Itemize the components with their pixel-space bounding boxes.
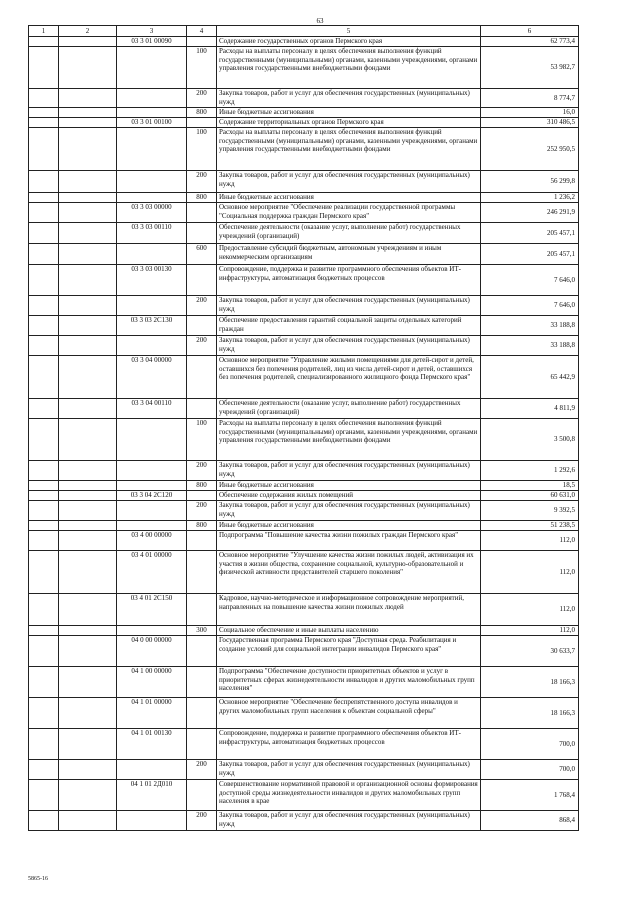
table-row (29, 501, 579, 521)
table-row (29, 626, 579, 636)
table-row (29, 551, 579, 594)
target-code-cell (117, 336, 187, 356)
target-code-cell: 04 1 01 00130 (117, 729, 187, 760)
expense-group-cell (187, 399, 217, 419)
table-row (29, 128, 579, 171)
item-name-cell: Социальное обеспечение и иные выплаты населению (217, 626, 481, 636)
item-name-cell: Закупка товаров, работ и услуг для обеспечения государственных (муниципальных) нужд (217, 760, 481, 780)
amount-cell: 9 392,5 (481, 501, 579, 521)
expense-group-cell (187, 780, 217, 811)
empty-cell (29, 626, 59, 636)
expense-group-cell (187, 551, 217, 594)
empty-cell (29, 501, 59, 521)
empty-cell (29, 491, 59, 501)
table-row (29, 336, 579, 356)
expense-group-cell: 800 (187, 521, 217, 531)
table-row (29, 171, 579, 193)
empty-cell (29, 316, 59, 336)
item-name-cell: Иные бюджетные ассигнования (217, 193, 481, 203)
table-row (29, 760, 579, 780)
expense-group-cell (187, 667, 217, 698)
expense-group-cell: 200 (187, 89, 217, 108)
item-name-cell: Расходы на выплаты персоналу в целях обеспечения выполнения функций государственными (муниципальными) органами, казенными учреждениями, органами управления государственными внебюджетными фондами (217, 47, 481, 89)
target-code-cell (117, 626, 187, 636)
amount-cell: 1 292,6 (481, 461, 579, 481)
table-row (29, 47, 579, 89)
table-row (29, 521, 579, 531)
target-code-cell: 03 3 04 2C120 (117, 491, 187, 501)
amount-cell: 246 291,9 (481, 203, 579, 223)
empty-cell (29, 171, 59, 193)
amount-cell: 112,0 (481, 626, 579, 636)
amount-cell: 51 238,5 (481, 521, 579, 531)
target-code-cell: 03 3 03 00110 (117, 223, 187, 244)
empty-cell (29, 521, 59, 531)
empty-cell (59, 760, 117, 780)
empty-cell (59, 128, 117, 171)
expense-group-cell (187, 491, 217, 501)
target-code-cell: 03 4 01 2C150 (117, 594, 187, 626)
table-row (29, 118, 579, 128)
table-row (29, 89, 579, 108)
target-code-cell (117, 244, 187, 265)
empty-cell (59, 47, 117, 89)
amount-cell: 18 166,3 (481, 667, 579, 698)
target-code-cell (117, 481, 187, 491)
empty-cell (29, 636, 59, 667)
item-name-cell: Закупка товаров, работ и услуг для обеспечения государственных (муниципальных) нужд (217, 296, 481, 316)
empty-cell (59, 551, 117, 594)
empty-cell (29, 47, 59, 89)
empty-cell (59, 698, 117, 729)
expense-group-cell (187, 118, 217, 128)
expense-group-cell: 200 (187, 461, 217, 481)
footer-code: 5865-16 (28, 876, 48, 882)
empty-cell (59, 481, 117, 491)
item-name-cell: Совершенствование нормативной правовой и организационной основы формирования доступной среды жизнедеятельности инвалидов и других маломобильных групп населения в крае (217, 780, 481, 811)
target-code-cell (117, 89, 187, 108)
target-code-cell (117, 811, 187, 831)
amount-cell: 4 811,9 (481, 399, 579, 419)
amount-cell: 30 633,7 (481, 636, 579, 667)
expense-group-cell: 100 (187, 47, 217, 89)
amount-cell: 310 486,5 (481, 118, 579, 128)
amount-cell: 33 188,8 (481, 336, 579, 356)
empty-cell (59, 594, 117, 626)
empty-cell (29, 223, 59, 244)
item-name-cell: Содержание государственных органов Пермского края (217, 37, 481, 47)
expense-group-cell (187, 531, 217, 551)
table-row (29, 108, 579, 118)
amount-cell: 700,0 (481, 760, 579, 780)
empty-cell (59, 521, 117, 531)
item-name-cell: Закупка товаров, работ и услуг для обеспечения государственных (муниципальных) нужд (217, 461, 481, 481)
empty-cell (29, 531, 59, 551)
expense-group-cell (187, 356, 217, 399)
table-row (29, 296, 579, 316)
empty-cell (29, 594, 59, 626)
item-name-cell: Содержание территориальных органов Пермского края (217, 118, 481, 128)
empty-cell (59, 419, 117, 461)
item-name-cell: Обеспечение деятельности (оказание услуг, выполнение работ) государственных учреждений (организаций) (217, 223, 481, 244)
expense-group-cell: 200 (187, 811, 217, 831)
expense-group-cell: 800 (187, 481, 217, 491)
empty-cell (29, 698, 59, 729)
table-row (29, 223, 579, 244)
column-number: 4 (187, 26, 217, 37)
empty-cell (29, 780, 59, 811)
table-row (29, 265, 579, 296)
empty-cell (29, 89, 59, 108)
column-number: 2 (59, 26, 117, 37)
target-code-cell (117, 521, 187, 531)
empty-cell (59, 223, 117, 244)
amount-cell: 16,0 (481, 108, 579, 118)
target-code-cell: 03 3 01 00090 (117, 37, 187, 47)
target-code-cell (117, 461, 187, 481)
empty-cell (29, 811, 59, 831)
item-name-cell: Закупка товаров, работ и услуг для обеспечения государственных (муниципальных) нужд (217, 171, 481, 193)
item-name-cell: Сопровождение, поддержка и развитие программного обеспечения объектов ИТ-инфраструктуры, автоматизация бюджетных процессов (217, 729, 481, 760)
empty-cell (59, 203, 117, 223)
expense-group-cell: 100 (187, 128, 217, 171)
item-name-cell: Обеспечение предоставления гарантий социальной защиты отдельных категорий граждан (217, 316, 481, 336)
empty-cell (29, 356, 59, 399)
item-name-cell: Подпрограмма "Повышение качества жизни пожилых граждан Пермского края" (217, 531, 481, 551)
target-code-cell: 03 3 04 00000 (117, 356, 187, 399)
empty-cell (29, 203, 59, 223)
page-number: 63 (316, 17, 324, 25)
amount-cell: 700,0 (481, 729, 579, 760)
empty-cell (29, 37, 59, 47)
empty-cell (59, 636, 117, 667)
column-number: 5 (217, 26, 481, 37)
table-row (29, 780, 579, 811)
table-row (29, 244, 579, 265)
empty-cell (59, 729, 117, 760)
table-row (29, 399, 579, 419)
empty-cell (59, 626, 117, 636)
table-row (29, 37, 579, 47)
item-name-cell: Кадровое, научно-методическое и информационное сопровождение мероприятий, направленных на повышение качества жизни пожилых людей (217, 594, 481, 626)
item-name-cell: Обеспечение содержания жилых помещений (217, 491, 481, 501)
budget-table (28, 25, 579, 831)
expense-group-cell: 200 (187, 296, 217, 316)
item-name-cell: Государственная программа Пермского края "Доступная среда. Реабилитация и создание условий для социальной интеграции инвалидов Пермского края" (217, 636, 481, 667)
empty-cell (29, 760, 59, 780)
empty-cell (29, 336, 59, 356)
empty-cell (59, 501, 117, 521)
table-row (29, 481, 579, 491)
empty-cell (29, 118, 59, 128)
item-name-cell: Основное мероприятие "Обеспечение беспрепятственного доступа инвалидов и других маломобильных групп населения к объектам социальной сферы" (217, 698, 481, 729)
table-row (29, 316, 579, 336)
amount-cell: 1 236,2 (481, 193, 579, 203)
expense-group-cell (187, 203, 217, 223)
table-row (29, 667, 579, 698)
expense-group-cell: 100 (187, 419, 217, 461)
table-row (29, 636, 579, 667)
table-row (29, 811, 579, 831)
expense-group-cell: 200 (187, 501, 217, 521)
expense-group-cell: 800 (187, 193, 217, 203)
target-code-cell: 04 1 01 2Д010 (117, 780, 187, 811)
target-code-cell (117, 193, 187, 203)
expense-group-cell (187, 636, 217, 667)
empty-cell (59, 316, 117, 336)
amount-cell: 56 299,8 (481, 171, 579, 193)
empty-cell (29, 729, 59, 760)
amount-cell: 112,0 (481, 531, 579, 551)
empty-cell (29, 108, 59, 118)
column-number: 3 (117, 26, 187, 37)
empty-cell (59, 399, 117, 419)
column-number: 6 (481, 26, 579, 37)
item-name-cell: Основное мероприятие "Улучшение качества жизни пожилых людей, активизация их участия в жизни общества, сохранение социальной, культурно-образовательной и физической активности представителей старшего поколения" (217, 551, 481, 594)
table-row (29, 594, 579, 626)
target-code-cell (117, 760, 187, 780)
item-name-cell: Обеспечение деятельности (оказание услуг, выполнение работ) государственных учреждений (организаций) (217, 399, 481, 419)
target-code-cell (117, 501, 187, 521)
item-name-cell: Основное мероприятие "Управление жилыми помещениями для детей-сирот и детей, оставшихся без попечения родителей, лиц из числа детей-сирот и детей, оставшихся без попечения родителей, специализированного жилищного фонда Пермского края" (217, 356, 481, 399)
empty-cell (59, 108, 117, 118)
expense-group-cell: 800 (187, 108, 217, 118)
amount-cell: 18,5 (481, 481, 579, 491)
item-name-cell: Сопровождение, поддержка и развитие программного обеспечения объектов ИТ-инфраструктуры, автоматизация бюджетных процессов (217, 265, 481, 296)
empty-cell (59, 667, 117, 698)
item-name-cell: Предоставление субсидий бюджетным, автономным учреждениям и иным некоммерческим организациям (217, 244, 481, 265)
amount-cell: 112,0 (481, 551, 579, 594)
table-row (29, 193, 579, 203)
amount-cell: 7 646,0 (481, 265, 579, 296)
expense-group-cell: 600 (187, 244, 217, 265)
table-row (29, 356, 579, 399)
target-code-cell: 03 4 00 00000 (117, 531, 187, 551)
target-code-cell: 03 3 03 2C130 (117, 316, 187, 336)
item-name-cell: Расходы на выплаты персоналу в целях обеспечения выполнения функций государственными (муниципальными) органами, казенными учреждениями, органами управления государственными внебюджетными фондами (217, 128, 481, 171)
empty-cell (59, 89, 117, 108)
item-name-cell: Подпрограмма "Обеспечение доступности приоритетных объектов и услуг в приоритетных сферах жизнедеятельности инвалидов и других маломобильных групп населения" (217, 667, 481, 698)
empty-cell (59, 296, 117, 316)
empty-cell (29, 265, 59, 296)
empty-cell (59, 491, 117, 501)
empty-cell (59, 37, 117, 47)
target-code-cell (117, 128, 187, 171)
empty-cell (29, 193, 59, 203)
expense-group-cell (187, 594, 217, 626)
table-row (29, 419, 579, 461)
empty-cell (59, 118, 117, 128)
target-code-cell: 03 3 01 00100 (117, 118, 187, 128)
target-code-cell: 03 3 03 00130 (117, 265, 187, 296)
empty-cell (29, 481, 59, 491)
item-name-cell: Закупка товаров, работ и услуг для обеспечения государственных (муниципальных) нужд (217, 89, 481, 108)
budget-table-body (29, 26, 579, 831)
empty-cell (29, 128, 59, 171)
target-code-cell (117, 419, 187, 461)
empty-cell (59, 265, 117, 296)
empty-cell (59, 811, 117, 831)
column-number-row (29, 26, 579, 37)
target-code-cell: 04 1 01 00000 (117, 698, 187, 729)
expense-group-cell: 300 (187, 626, 217, 636)
table-row (29, 698, 579, 729)
expense-group-cell (187, 223, 217, 244)
target-code-cell: 04 1 00 00000 (117, 667, 187, 698)
amount-cell: 33 188,8 (481, 316, 579, 336)
target-code-cell: 03 4 01 00000 (117, 551, 187, 594)
amount-cell: 53 982,7 (481, 47, 579, 89)
target-code-cell: 03 3 03 00000 (117, 203, 187, 223)
empty-cell (59, 780, 117, 811)
empty-cell (29, 296, 59, 316)
amount-cell: 7 646,0 (481, 296, 579, 316)
item-name-cell: Основное мероприятие "Обеспечение реализации государственной программы "Социальная поддержка граждан Пермского края" (217, 203, 481, 223)
expense-group-cell (187, 316, 217, 336)
amount-cell: 8 774,7 (481, 89, 579, 108)
item-name-cell: Закупка товаров, работ и услуг для обеспечения государственных (муниципальных) нужд (217, 501, 481, 521)
target-code-cell (117, 47, 187, 89)
table-row (29, 203, 579, 223)
empty-cell (29, 244, 59, 265)
expense-group-cell (187, 698, 217, 729)
amount-cell: 868,4 (481, 811, 579, 831)
item-name-cell: Иные бюджетные ассигнования (217, 108, 481, 118)
amount-cell: 3 500,8 (481, 419, 579, 461)
amount-cell: 252 950,5 (481, 128, 579, 171)
empty-cell (59, 193, 117, 203)
expense-group-cell (187, 729, 217, 760)
empty-cell (59, 356, 117, 399)
item-name-cell: Расходы на выплаты персоналу в целях обеспечения выполнения функций государственными (муниципальными) органами, казенными учреждениями, органами управления государственными внебюджетными фондами (217, 419, 481, 461)
empty-cell (59, 461, 117, 481)
target-code-cell (117, 296, 187, 316)
amount-cell: 1 768,4 (481, 780, 579, 811)
empty-cell (59, 336, 117, 356)
expense-group-cell (187, 37, 217, 47)
target-code-cell: 03 3 04 00110 (117, 399, 187, 419)
expense-group-cell: 200 (187, 336, 217, 356)
empty-cell (29, 461, 59, 481)
item-name-cell: Закупка товаров, работ и услуг для обеспечения государственных (муниципальных) нужд (217, 336, 481, 356)
empty-cell (59, 244, 117, 265)
expense-group-cell: 200 (187, 760, 217, 780)
amount-cell: 62 773,4 (481, 37, 579, 47)
column-number: 1 (29, 26, 59, 37)
expense-group-cell (187, 265, 217, 296)
empty-cell (59, 531, 117, 551)
target-code-cell (117, 171, 187, 193)
target-code-cell: 04 0 00 00000 (117, 636, 187, 667)
item-name-cell: Иные бюджетные ассигнования (217, 481, 481, 491)
target-code-cell (117, 108, 187, 118)
amount-cell: 60 631,0 (481, 491, 579, 501)
expense-group-cell: 200 (187, 171, 217, 193)
empty-cell (59, 171, 117, 193)
amount-cell: 65 442,9 (481, 356, 579, 399)
amount-cell: 205 457,1 (481, 223, 579, 244)
item-name-cell: Иные бюджетные ассигнования (217, 521, 481, 531)
empty-cell (29, 419, 59, 461)
amount-cell: 18 166,3 (481, 698, 579, 729)
amount-cell: 112,0 (481, 594, 579, 626)
table-row (29, 491, 579, 501)
item-name-cell: Закупка товаров, работ и услуг для обеспечения государственных (муниципальных) нужд (217, 811, 481, 831)
empty-cell (29, 551, 59, 594)
amount-cell: 205 457,1 (481, 244, 579, 265)
table-row (29, 531, 579, 551)
empty-cell (29, 667, 59, 698)
empty-cell (29, 399, 59, 419)
table-row (29, 461, 579, 481)
table-row (29, 729, 579, 760)
